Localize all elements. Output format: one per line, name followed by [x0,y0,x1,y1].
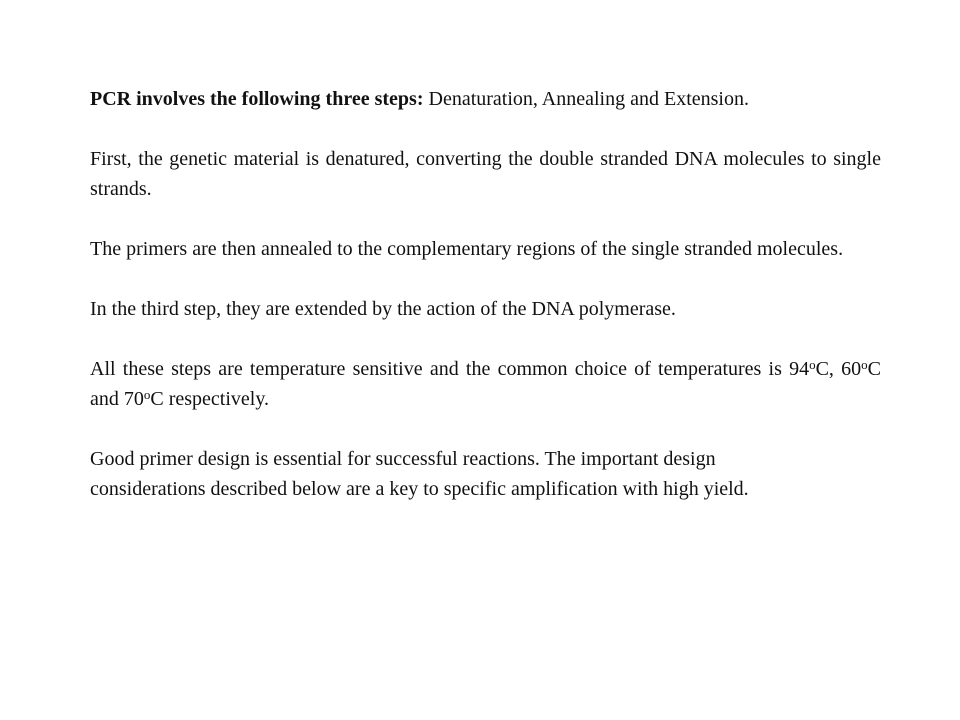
degree-symbol: o [809,357,816,372]
degree-symbol: o [861,357,868,372]
slide-body [90,84,881,504]
paragraph-temperatures [90,354,881,414]
primer-design-continuation: considerations described below are a key to specific amplification with high yield. [90,478,749,500]
temperatures-text: C respectively. [150,388,270,410]
primer-design-first-line: Good primer design is essential for successful reactions. The important design [90,448,716,470]
degree-symbol: o [143,387,151,402]
pcr-steps-list: Denaturation, Annealing and Extension. [423,88,749,110]
pcr-steps-lead: PCR involves the following three steps: [90,88,424,110]
temperatures-text: C and 70 [90,358,881,410]
paragraph-pcr-steps [90,84,881,114]
paragraph-annealing: The primers are then annealed to the complementary regions of the single stranded molecules. [90,238,844,260]
paragraph-extension: In the third step, they are extended by the action of the DNA polymerase. [90,298,676,320]
temperatures-text: All these steps are temperature sensitive and the common choice of temperatures is 94 [90,358,810,380]
paragraph-denaturation: First, the genetic material is denatured, converting the double stranded DNA molecules to single strands. [90,148,881,200]
paragraph-primer-design [90,444,881,504]
temperatures-text: C, 60 [815,358,862,380]
